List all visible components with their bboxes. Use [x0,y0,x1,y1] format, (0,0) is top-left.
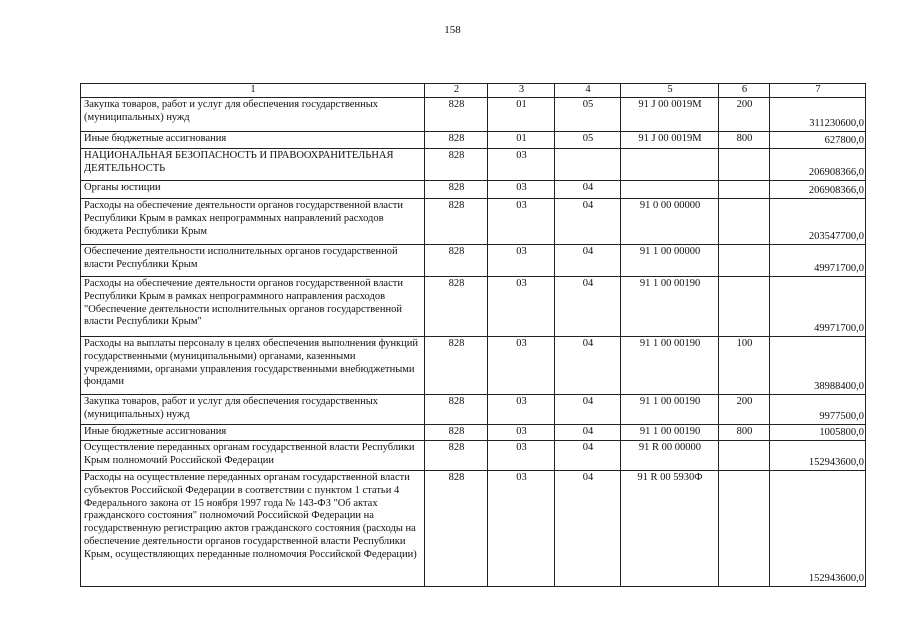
row-section-cell: 03 [488,471,555,587]
column-header: 3 [488,84,555,98]
row-code-cell: 828 [425,471,488,587]
row-code-cell: 828 [425,98,488,132]
table-row [81,337,866,395]
row-code-cell: 828 [425,149,488,181]
row-subsection-cell: 04 [555,181,621,199]
row-amount-cell: 311230600,0 [770,98,866,132]
row-section-cell: 03 [488,337,555,395]
row-target-article-cell: 91 1 00 00190 [621,425,719,441]
column-header: 5 [621,84,719,98]
row-subsection-cell: 05 [555,132,621,149]
row-amount-cell: 152943600,0 [770,471,866,587]
row-code-cell: 828 [425,277,488,337]
row-target-article-cell: 91 1 00 00000 [621,245,719,277]
row-subsection-cell: 04 [555,199,621,245]
row-section-cell: 01 [488,98,555,132]
row-name-cell: Иные бюджетные ассигнования [81,132,425,149]
column-header: 2 [425,84,488,98]
row-subsection-cell: 04 [555,277,621,337]
row-amount-cell: 49971700,0 [770,277,866,337]
row-amount-cell: 203547700,0 [770,199,866,245]
row-expense-type-cell [719,441,770,471]
row-subsection-cell: 04 [555,441,621,471]
row-expense-type-cell: 100 [719,337,770,395]
row-amount-cell: 206908366,0 [770,181,866,199]
row-name-cell: Закупка товаров, работ и услуг для обеспечения государственных (муниципальных) нужд [81,98,425,132]
column-header: 7 [770,84,866,98]
row-name-cell: Расходы на выплаты персоналу в целях обеспечения выполнения функций государственными (муниципальными) органами, казенными учреждениями, органами управления государственными внебюджетными фондами [81,337,425,395]
table-row [81,98,866,132]
row-section-cell: 03 [488,441,555,471]
row-name-cell: Закупка товаров, работ и услуг для обеспечения государственных (муниципальных) нужд [81,395,425,425]
row-name-cell: НАЦИОНАЛЬНАЯ БЕЗОПАСНОСТЬ И ПРАВООХРАНИТЕЛЬНАЯ ДЕЯТЕЛЬНОСТЬ [81,149,425,181]
row-target-article-cell: 91 J 00 0019M [621,98,719,132]
row-expense-type-cell [719,277,770,337]
table-row [81,245,866,277]
row-name-cell: Расходы на обеспечение деятельности органов государственной власти Республики Крым в рамках непрограммных направлений расходов бюджета Республики Крым [81,199,425,245]
table-row [81,199,866,245]
row-code-cell: 828 [425,337,488,395]
table-row [81,425,866,441]
row-section-cell: 03 [488,395,555,425]
row-target-article-cell [621,181,719,199]
table-row [81,471,866,587]
row-name-cell: Обеспечение деятельности исполнительных органов государственной власти Республики Крым [81,245,425,277]
row-name-cell: Расходы на осуществление переданных органам государственной власти субъектов Российской Федерации в соответствии с пунктом 1 статьи 4 Федерального закона от 15 ноября 1997 года № 143-ФЗ "Об актах гражданского состояния" полномочий Российской Федерации на государственную регистрацию актов гражданского состояния (расходы на обеспечение деятельности органов государственной власти Республики Крым, осуществляющих переданные полномочия Российской Федерации) [81,471,425,587]
row-target-article-cell [621,149,719,181]
row-section-cell: 03 [488,245,555,277]
column-header: 6 [719,84,770,98]
row-subsection-cell: 04 [555,395,621,425]
row-target-article-cell: 91 R 00 00000 [621,441,719,471]
row-section-cell: 03 [488,149,555,181]
row-subsection-cell: 04 [555,245,621,277]
row-subsection-cell [555,149,621,181]
header-row [81,84,866,98]
row-amount-cell: 9977500,0 [770,395,866,425]
row-expense-type-cell: 800 [719,425,770,441]
page-number: 158 [444,24,461,36]
table-row [81,395,866,425]
row-amount-cell: 152943600,0 [770,441,866,471]
table-row [81,277,866,337]
row-subsection-cell: 05 [555,98,621,132]
budget-table [80,83,866,587]
row-target-article-cell: 91 J 00 0019M [621,132,719,149]
row-name-cell: Иные бюджетные ассигнования [81,425,425,441]
row-target-article-cell: 91 1 00 00190 [621,277,719,337]
row-section-cell: 03 [488,199,555,245]
row-amount-cell: 38988400,0 [770,337,866,395]
row-code-cell: 828 [425,181,488,199]
row-section-cell: 03 [488,181,555,199]
row-code-cell: 828 [425,395,488,425]
row-expense-type-cell [719,245,770,277]
row-amount-cell: 1005800,0 [770,425,866,441]
row-code-cell: 828 [425,199,488,245]
row-section-cell: 01 [488,132,555,149]
row-expense-type-cell: 200 [719,395,770,425]
row-amount-cell: 49971700,0 [770,245,866,277]
table-row [81,149,866,181]
row-code-cell: 828 [425,245,488,277]
row-code-cell: 828 [425,441,488,471]
column-header: 1 [81,84,425,98]
row-subsection-cell: 04 [555,471,621,587]
row-name-cell: Органы юстиции [81,181,425,199]
row-expense-type-cell: 200 [719,98,770,132]
row-target-article-cell: 91 1 00 00190 [621,337,719,395]
row-expense-type-cell [719,199,770,245]
row-target-article-cell: 91 0 00 00000 [621,199,719,245]
row-name-cell: Расходы на обеспечение деятельности органов государственной власти Республики Крым в рамках непрограммного направления расходов "Обеспечение деятельности исполнительных органов государственной власти Республики Крым" [81,277,425,337]
row-section-cell: 03 [488,425,555,441]
row-code-cell: 828 [425,425,488,441]
table-row [81,132,866,149]
table-row [81,441,866,471]
row-target-article-cell: 91 1 00 00190 [621,395,719,425]
row-expense-type-cell [719,149,770,181]
row-expense-type-cell [719,471,770,587]
row-expense-type-cell [719,181,770,199]
row-subsection-cell: 04 [555,425,621,441]
column-header: 4 [555,84,621,98]
row-section-cell: 03 [488,277,555,337]
row-code-cell: 828 [425,132,488,149]
row-amount-cell: 206908366,0 [770,149,866,181]
table-body [81,98,866,587]
row-amount-cell: 627800,0 [770,132,866,149]
row-target-article-cell: 91 R 00 5930Ф [621,471,719,587]
row-name-cell: Осуществление переданных органам государственной власти Республики Крым полномочий Российской Федерации [81,441,425,471]
table-row [81,181,866,199]
row-subsection-cell: 04 [555,337,621,395]
row-expense-type-cell: 800 [719,132,770,149]
